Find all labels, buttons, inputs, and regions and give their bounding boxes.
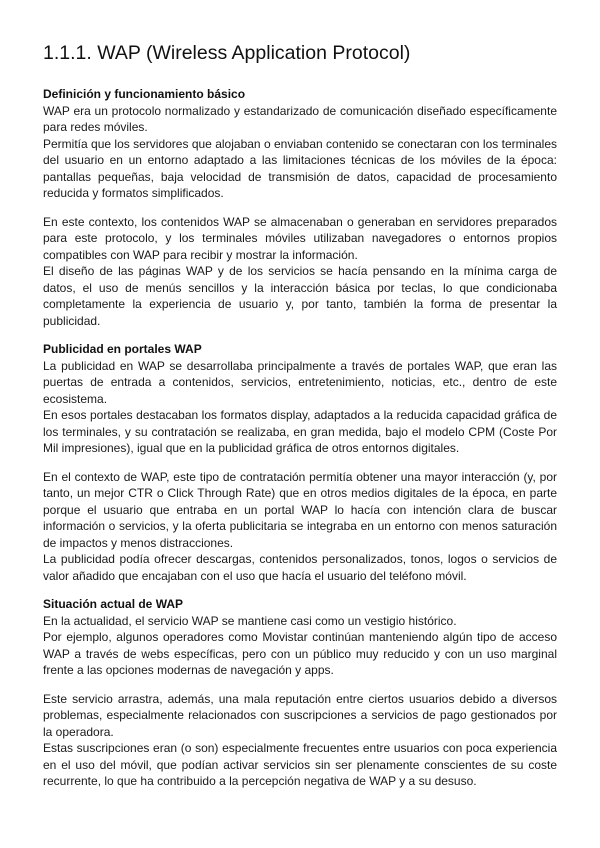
section-heading-situacion: Situación actual de WAP	[43, 597, 184, 611]
paragraph: Por ejemplo, algunos operadores como Movistar continúan manteniendo algún tipo de acceso WAP a través de webs específicas, pero con un público muy reducido y con un uso marginal frente a las opciones modernas de navegación y apps.	[43, 630, 557, 677]
section-definicion	[43, 86, 557, 329]
paragraph-gap	[43, 457, 557, 469]
paragraph: En el contexto de WAP, este tipo de contratación permitía obtener una mayor interacción (y, por tanto, un mejor CTR o Click Through Rate) que en otros medios digitales de la época, en parte porque el usuario que entraba en un portal WAP lo hacía con intención clara de buscar información o servicios, y la oferta publicitaria se integraba en un entorno con menos saturación de impactos y menos distracciones.	[43, 469, 557, 550]
paragraph: WAP era un protocolo normalizado y estandarizado de comunicación diseñado específicamente para redes móviles.	[43, 103, 557, 134]
paragraph: En la actualidad, el servicio WAP se mantiene casi como un vestigio histórico.	[43, 613, 457, 628]
paragraph-gap	[43, 679, 557, 691]
section-publicidad	[43, 341, 557, 584]
section-situacion	[43, 596, 557, 790]
paragraph: La publicidad en WAP se desarrollaba principalmente a través de portales WAP, que eran las puertas de entrada a contenidos, servicios, entretenimiento, noticias, etc., dentro de este ecosistema.	[43, 358, 557, 406]
paragraph: Permitía que los servidores que alojaban o enviaban contenido se conectaran con los terminales del usuario en un entorno adaptado a las limitaciones técnicas de los móviles de la época: pantallas pequeñas, baja velocidad de transmisión de datos, capacidad de procesamiento reducida y formatos simplificados.	[43, 136, 557, 200]
paragraph: En este contexto, los contenidos WAP se almacenaban o generaban en servidores preparados para este protocolo, y los terminales móviles utilizaban navegadores o entornos propios compatibles con WAP para recibir y mostrar la información.	[43, 214, 557, 262]
section-gap	[43, 329, 557, 341]
paragraph: Este servicio arrastra, además, una mala reputación entre ciertos usuarios debido a diversos problemas, especialmente relacionados con suscripciones a servicios de pago gestionados por la operadora.	[43, 691, 557, 739]
section-gap	[43, 584, 557, 596]
paragraph: El diseño de las páginas WAP y de los servicios se hacía pensando en la mínima carga de datos, el uso de menús sencillos y la interacción básica por teclas, lo que condicionaba completamente la experiencia de usuario y, por tanto, también la forma de presentar la publicidad.	[43, 264, 557, 328]
section-heading-publicidad: Publicidad en portales WAP	[43, 342, 202, 356]
page-title: 1.1.1. WAP (Wireless Application Protocol)	[43, 42, 411, 64]
paragraph-gap	[43, 202, 557, 214]
paragraph: Estas suscripciones eran (o son) especialmente frecuentes entre usuarios con poca experiencia en el uso del móvil, que podían activar servicios sin ser plenamente conscientes de su coste recurrente, lo que ha contribuido a la percepción negativa de WAP y a su desuso.	[43, 741, 557, 788]
document-page	[43, 40, 557, 790]
paragraph: En esos portales destacaban los formatos display, adaptados a la reducida capacidad gráfica de los terminales, y su contratación se realizaba, en gran medida, bajo el modelo CPM (Coste Por Mil impresiones), igual que en la publicidad gráfica de otros entornos digitales.	[43, 408, 557, 455]
paragraph: La publicidad podía ofrecer descargas, contenidos personalizados, tonos, logos o servicios de valor añadido que encajaban con el uso que hacía el usuario del teléfono móvil.	[43, 552, 557, 583]
section-heading-definicion: Definición y funcionamiento básico	[43, 87, 246, 101]
